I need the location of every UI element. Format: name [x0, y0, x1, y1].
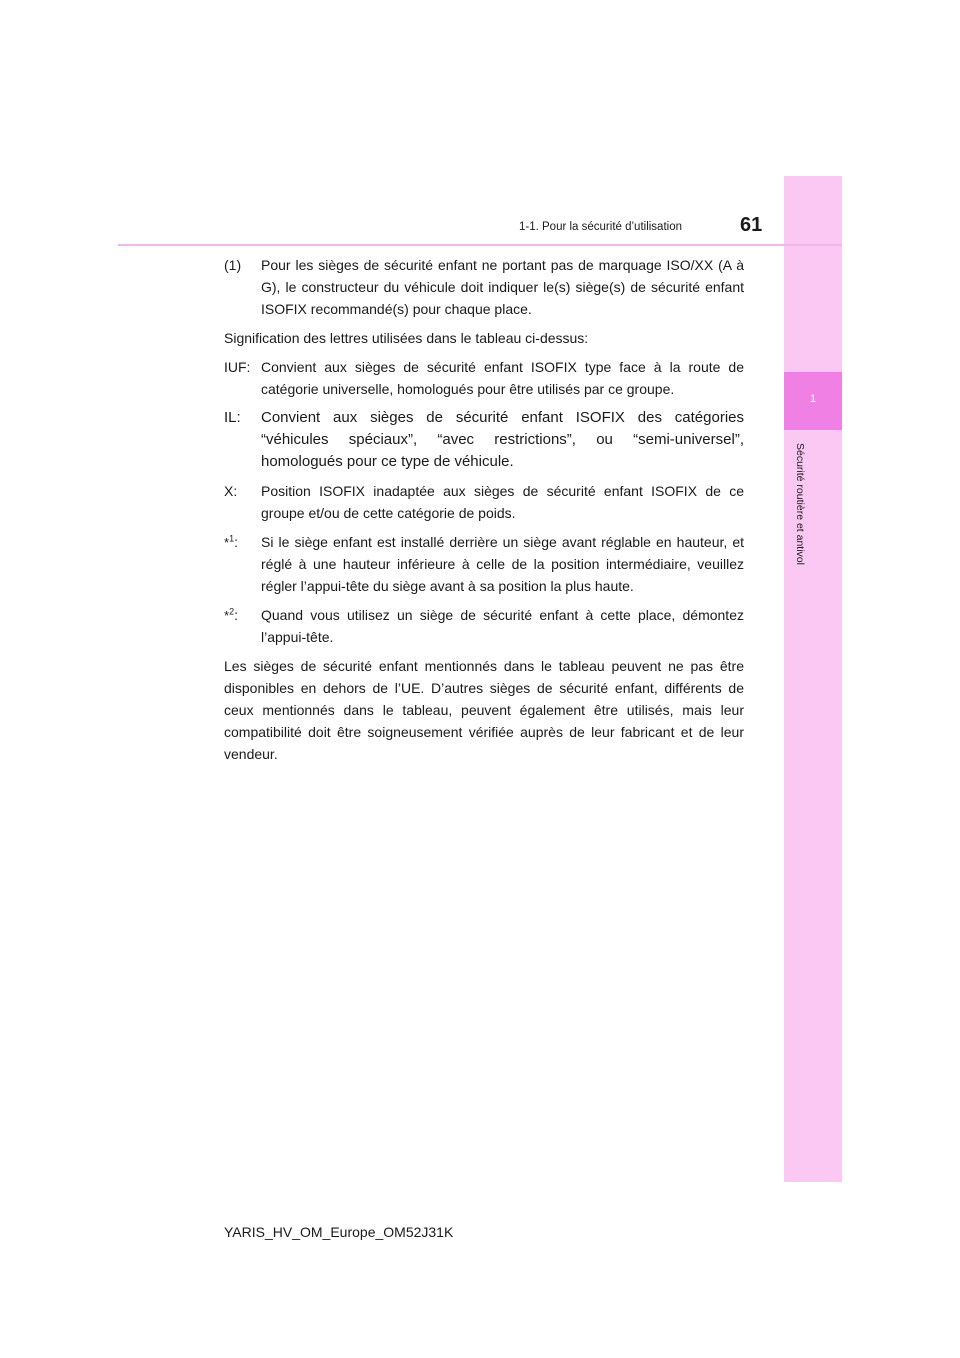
- legend-iuf-label: IUF:: [224, 359, 251, 375]
- footnote-2-label: *$^2$:: [224, 606, 238, 623]
- note-1-text: Pour les sièges de sécurité enfant ne portant pas de marquage ISO/XX (A à G), le constructeur du véhicule doit indiquer le(s) siège(s) de sécurité enfant ISOFIX recommandé(s) pour chaque place.: [261, 257, 744, 317]
- legend-x-text: Position ISOFIX inadaptée aux sièges de sécurité enfant ISOFIX de ce groupe et/ou de cette catégorie de poids.: [261, 483, 744, 521]
- chapter-sidebar: [784, 176, 842, 1182]
- footnote-1: [224, 531, 744, 597]
- chapter-number: 1: [809, 393, 817, 405]
- note-1: [224, 254, 744, 320]
- document-id: YARIS_HV_OM_Europe_OM52J31K: [224, 1224, 454, 1240]
- page-number: 61: [740, 214, 763, 236]
- note-1-label: (1): [224, 257, 242, 273]
- legend-il: [224, 407, 744, 473]
- header-divider: [118, 244, 842, 246]
- footnote-2-sup: 2: [229, 606, 235, 617]
- chapter-title: Sécurité routière et antivol: [794, 443, 806, 565]
- legend-x: [224, 480, 744, 524]
- footnote-2-text: Quand vous utilisez un siège de sécurité enfant à cette place, démontez l’appui-tête.: [261, 607, 744, 645]
- footnote-1-label: *$^1$:: [224, 533, 238, 550]
- closing-paragraph: Les sièges de sécurité enfant mentionnés dans le tableau peuvent ne pas être disponibles en dehors de l’UE. D’autres sièges de sécurité enfant, différents de ceux mentionnés dans le tableau, peuvent également être utilisés, mais leur compatibilité doit être soigneusement vérifiée auprès de leur fabricant et de leur vendeur.: [224, 658, 744, 762]
- legend-iuf: [224, 356, 744, 400]
- footnote-1-text: Si le siège enfant est installé derrière un siège avant réglable en hauteur, et réglé à une hauteur inférieure à celle de la position intermédiaire, veuillez régler l’appui-tête du siège avant à sa position la plus haute.: [261, 534, 744, 594]
- page-content: [224, 254, 744, 772]
- legend-iuf-text: Convient aux sièges de sécurité enfant ISOFIX type face à la route de catégorie universelle, homologués pour être utilisés par ce groupe.: [261, 359, 744, 397]
- footnote-2: [224, 604, 744, 648]
- legend-il-text: Convient aux sièges de sécurité enfant ISOFIX des catégories “véhicules spéciaux”, “avec restrictions”, ou “semi-universel”, homologués pour ce type de véhicule.: [261, 409, 744, 470]
- legend-intro: Signification des lettres utilisées dans le tableau ci-dessus:: [224, 330, 589, 346]
- footnote-1-sup: 1: [229, 533, 235, 544]
- legend-il-label: IL:: [224, 409, 241, 426]
- section-title: 1-1. Pour la sécurité d’utilisation: [519, 221, 682, 233]
- legend-x-label: X:: [224, 483, 238, 499]
